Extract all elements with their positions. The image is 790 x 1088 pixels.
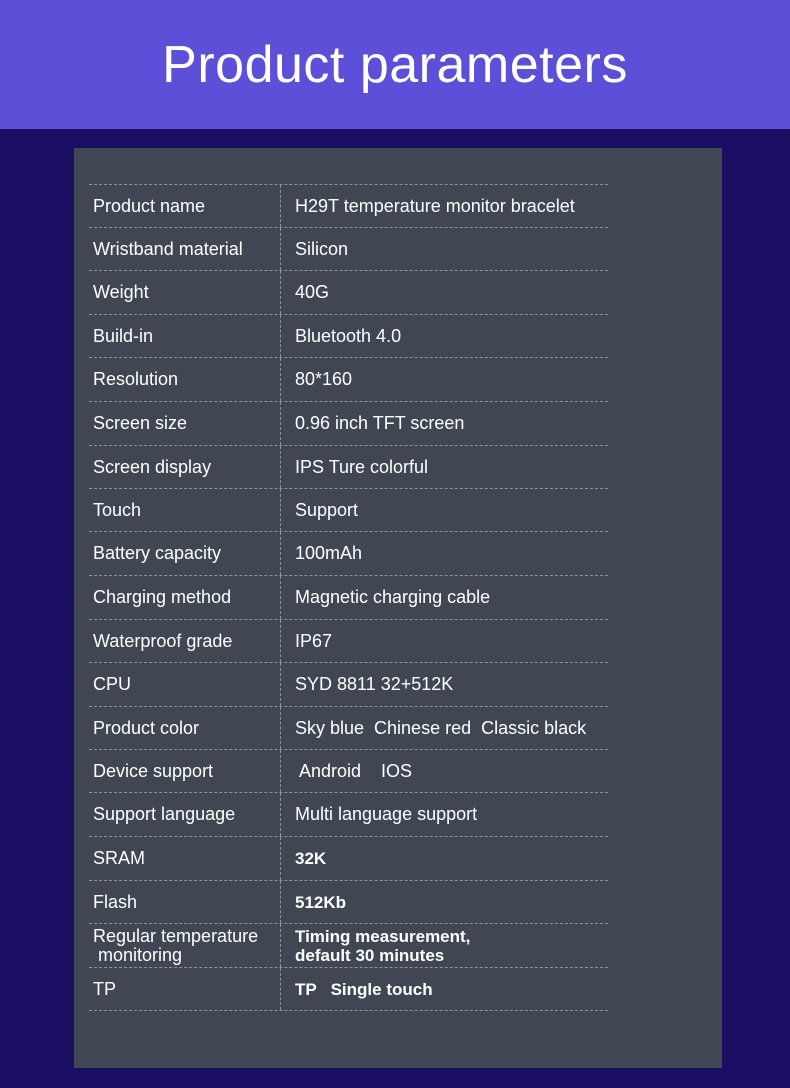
param-row-product-name xyxy=(89,185,608,228)
param-value: TP Single touch xyxy=(295,979,433,999)
param-label: Waterproof grade xyxy=(89,620,281,662)
param-value: IP67 xyxy=(295,630,333,651)
param-value: 40G xyxy=(295,282,330,302)
param-value: 32K xyxy=(295,849,327,868)
parameters-table xyxy=(89,184,608,1011)
param-label: Screen display xyxy=(89,446,281,488)
param-value: Multi language support xyxy=(295,804,478,824)
param-row-waterproof-grade xyxy=(89,620,608,663)
param-value: H29T temperature monitor bracelet xyxy=(295,195,575,216)
param-label: Screen size xyxy=(89,402,281,445)
param-row-screen-display xyxy=(89,446,608,489)
param-row-product-color xyxy=(89,707,608,750)
param-row-touch xyxy=(89,489,608,532)
param-value: 0.96 inch TFT screen xyxy=(295,413,465,433)
param-label: Flash xyxy=(89,881,281,923)
param-label: SRAM xyxy=(89,837,281,880)
param-value: Android IOS xyxy=(295,760,413,781)
param-label: Device support xyxy=(89,750,281,792)
param-row-screen-size xyxy=(89,402,608,446)
param-value: IPS Ture colorful xyxy=(295,456,429,477)
param-value: 80*160 xyxy=(295,369,353,389)
param-row-battery-capacity xyxy=(89,532,608,576)
param-label: CPU xyxy=(89,663,281,706)
param-value: SYD 8811 32+512K xyxy=(295,674,454,694)
param-row-device-support xyxy=(89,750,608,793)
param-row-sram xyxy=(89,837,608,881)
param-row-regular-temperature-monitoring xyxy=(89,924,608,968)
param-value: Support xyxy=(295,499,359,520)
param-label: Regular temperature monitoring xyxy=(89,924,281,967)
parameters-panel xyxy=(74,148,722,1068)
param-label: Wristband material xyxy=(89,228,281,270)
param-value: Bluetooth 4.0 xyxy=(295,325,402,346)
param-row-build-in xyxy=(89,315,608,358)
param-label: Support language xyxy=(89,793,281,836)
param-value: 100mAh xyxy=(295,543,363,563)
param-label: Charging method xyxy=(89,576,281,619)
param-label: Weight xyxy=(89,271,281,314)
param-row-tp xyxy=(89,968,608,1011)
param-label: TP xyxy=(89,968,281,1010)
param-row-cpu xyxy=(89,663,608,707)
param-value: 512Kb xyxy=(295,892,347,912)
param-row-weight xyxy=(89,271,608,315)
param-label: Battery capacity xyxy=(89,532,281,575)
param-row-support-language xyxy=(89,793,608,837)
page-title: Product parameters xyxy=(162,35,628,94)
param-row-wristband-material xyxy=(89,228,608,271)
param-value: Sky blue Chinese red Classic black xyxy=(295,717,587,738)
param-value: Magnetic charging cable xyxy=(295,587,491,607)
param-label: Product color xyxy=(89,707,281,749)
param-label: Resolution xyxy=(89,358,281,401)
param-label: Product name xyxy=(89,185,281,227)
param-row-charging-method xyxy=(89,576,608,620)
param-value: Silicon xyxy=(295,238,349,259)
param-value: Timing measurement, default 30 minutes xyxy=(295,926,471,965)
page-header xyxy=(0,0,790,129)
param-row-flash xyxy=(89,881,608,924)
param-label: Touch xyxy=(89,489,281,531)
param-label: Build-in xyxy=(89,315,281,357)
param-row-resolution xyxy=(89,358,608,402)
